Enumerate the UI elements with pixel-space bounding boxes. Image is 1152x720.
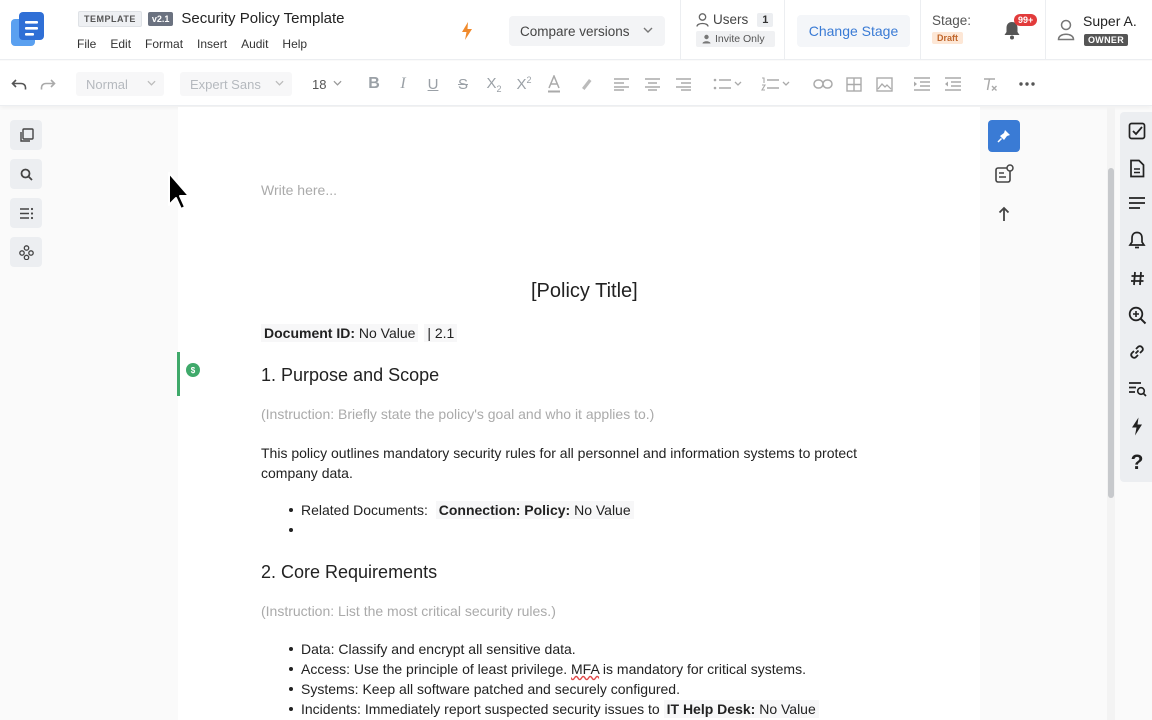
it-help-desk-value: No Value (759, 701, 816, 717)
user-name: Super A. (1083, 13, 1137, 29)
copy-pages-icon (19, 128, 34, 143)
align-right-icon (675, 77, 692, 91)
underline-button[interactable] (423, 73, 443, 95)
mouse-pointer-icon (166, 171, 192, 213)
italic-button[interactable] (393, 73, 413, 95)
bolt-outline-icon (1131, 417, 1143, 436)
insert-image-button[interactable] (874, 73, 894, 95)
align-center-icon (644, 77, 661, 91)
align-left-icon (613, 77, 630, 91)
bell-outline-icon (1128, 231, 1146, 250)
section-1-instruction[interactable]: (Instruction: Briefly state the policy's goal and who it applies to.) (261, 406, 655, 422)
header-divider (920, 0, 921, 60)
bullet-list-icon (713, 77, 743, 91)
right-sidebar (1120, 112, 1152, 482)
redo-button[interactable] (38, 73, 58, 95)
image-icon (876, 77, 893, 92)
more-options-button[interactable] (1016, 73, 1038, 95)
chevron-down-icon (333, 79, 342, 87)
numbered-list-dropdown[interactable] (756, 73, 796, 95)
user-role-badge: OWNER (1084, 34, 1128, 46)
invite-only-label: Invite Only (715, 33, 765, 45)
font-family-value: Expert Sans (190, 76, 261, 92)
links-button[interactable] (1124, 339, 1150, 365)
link-chain-icon (1128, 343, 1146, 361)
incidents-text: Incidents: Immediately report suspected security issues to (301, 701, 664, 717)
connection-policy-field[interactable] (436, 501, 634, 519)
align-right-button[interactable] (672, 73, 694, 95)
it-help-desk-field[interactable] (664, 700, 819, 718)
clear-formatting-button[interactable] (980, 73, 1000, 95)
insert-link-button[interactable] (812, 73, 834, 95)
floating-tools (984, 114, 1024, 230)
compare-versions-label: Compare versions (520, 23, 630, 39)
it-help-desk-label: IT Help Desk: (666, 701, 756, 717)
user-icon (696, 13, 709, 27)
template-tag: TEMPLATE (78, 11, 142, 27)
menu-edit[interactable]: Edit (110, 37, 132, 51)
connection-policy-label: Connection: Policy: (438, 502, 571, 518)
search-list-icon (1128, 381, 1147, 397)
outline-list-icon (19, 207, 34, 220)
font-size-value: 18 (312, 76, 327, 92)
italic-icon: I (400, 75, 406, 92)
spellcheck-word[interactable]: MFA (571, 661, 600, 677)
zoom-in-button[interactable] (1124, 302, 1150, 328)
table-icon (846, 77, 862, 92)
hashtag-icon (1130, 271, 1145, 286)
font-family-select[interactable] (180, 72, 292, 96)
undo-icon (11, 77, 27, 91)
add-comment-button[interactable] (988, 158, 1020, 190)
header-placeholder[interactable]: Write here... (261, 182, 337, 198)
invite-only-badge[interactable] (696, 31, 775, 47)
user-small-icon (702, 34, 711, 44)
scrollbar-thumb[interactable] (1108, 168, 1114, 498)
access-text-end: is mandatory for critical systems. (599, 661, 806, 677)
redo-icon (40, 77, 56, 91)
checkbox-icon (1128, 122, 1146, 140)
outdent-button[interactable] (942, 73, 964, 95)
users-row[interactable] (696, 12, 775, 27)
paragraph-style-select[interactable] (76, 72, 164, 96)
align-center-button[interactable] (641, 73, 663, 95)
chevron-down-icon (147, 79, 156, 87)
stage-value-badge: Draft (932, 32, 963, 44)
underline-icon: U (427, 75, 439, 93)
document-id-line[interactable] (261, 323, 457, 343)
header-divider (1045, 0, 1046, 60)
automation-button[interactable] (1124, 413, 1150, 439)
app-logo[interactable] (11, 12, 45, 48)
menu-bar (77, 37, 307, 51)
section-2-heading[interactable]: 2. Core Requirements (261, 562, 438, 582)
arrow-up-icon (998, 206, 1010, 222)
document-id-label: Document ID: (264, 325, 355, 341)
section-1-paragraph-line: This policy outlines mandatory security rules for all personnel and information systems to protect (261, 445, 858, 461)
list-item[interactable] (287, 659, 907, 679)
stage-indicator (932, 13, 971, 46)
menu-insert[interactable]: Insert (197, 37, 228, 51)
users-widget[interactable] (696, 12, 775, 47)
zoom-in-icon (1128, 306, 1147, 325)
document-id-value: No Value (358, 325, 416, 341)
tags-button[interactable] (1124, 265, 1150, 291)
header-divider (680, 0, 681, 60)
text-color-button[interactable] (544, 73, 564, 95)
header-divider (784, 0, 785, 60)
formatting-toolbar (0, 61, 1152, 106)
list-item[interactable]: Data: Classify and encrypt all sensitive data. (287, 639, 907, 659)
access-text: Access: Use the principle of least privilege. (301, 661, 572, 677)
pages-panel-button[interactable] (10, 120, 42, 150)
clear-format-icon (982, 77, 998, 91)
indent-button[interactable] (911, 73, 933, 95)
notifications-badge: 99+ (1014, 14, 1037, 26)
list-item[interactable] (287, 699, 907, 719)
stage-label: Stage: (932, 13, 972, 28)
note-settings-icon (994, 164, 1014, 184)
section-1-heading[interactable]: 1. Purpose and Scope (261, 365, 440, 385)
menu-format[interactable]: Format (145, 37, 184, 51)
tasks-button[interactable] (1124, 118, 1150, 144)
strikethrough-button[interactable] (453, 73, 473, 95)
bold-icon: B (368, 75, 380, 92)
link-icon (813, 78, 833, 90)
undo-button[interactable] (9, 73, 29, 95)
superscript-button[interactable] (512, 73, 536, 95)
connection-policy-value: No Value (574, 502, 631, 518)
section-1-paragraph[interactable] (261, 443, 857, 483)
integrations-panel-button[interactable] (10, 237, 42, 267)
scroll-to-top-button[interactable] (988, 198, 1020, 230)
align-left-button[interactable] (610, 73, 632, 95)
quick-action-button[interactable] (454, 18, 480, 44)
bolt-icon (461, 22, 473, 40)
users-count-badge: 1 (757, 13, 773, 27)
indent-icon (913, 77, 931, 91)
font-size-select[interactable] (302, 72, 350, 96)
numbered-list-icon (761, 77, 791, 91)
lines-icon (1128, 196, 1146, 210)
text-color-icon (547, 75, 561, 93)
document-version-ref: | 2.1 (424, 324, 457, 342)
superscript-icon: $X^2$ (516, 75, 532, 93)
subscript-button[interactable] (482, 73, 506, 95)
paragraph-style-value: Normal (86, 76, 128, 92)
section-1-paragraph-line: company data. (261, 465, 353, 481)
header-bar (0, 0, 1152, 60)
search-icon (20, 168, 33, 181)
menu-file[interactable]: File (77, 37, 97, 51)
chevron-down-icon (643, 26, 653, 34)
section-2-instruction[interactable]: (Instruction: List the most critical security rules.) (261, 603, 556, 619)
policy-title[interactable]: [Policy Title] (531, 280, 638, 302)
nodes-icon (19, 245, 34, 260)
question-icon: ? (1130, 451, 1144, 474)
highlighter-icon (579, 77, 593, 91)
list-item[interactable]: Systems: Keep all software patched and securely configured. (287, 679, 907, 699)
bullet-list-dropdown[interactable] (708, 73, 748, 95)
find-in-document-button[interactable] (1124, 376, 1150, 402)
compare-versions-dropdown[interactable] (509, 16, 665, 46)
pin-icon (997, 129, 1011, 143)
subscript-icon: $X_2$ (486, 74, 502, 94)
comment-marker-icon[interactable]: $ (186, 363, 200, 377)
document-icon (1129, 159, 1145, 178)
users-label: Users (713, 12, 749, 27)
bold-button[interactable] (364, 73, 384, 95)
chevron-down-icon (275, 79, 284, 87)
document-title[interactable]: Security Policy Template (181, 10, 345, 27)
menu-audit[interactable]: Audit (241, 37, 269, 51)
core-requirements-list[interactable] (287, 639, 907, 719)
avatar-icon (1057, 19, 1075, 41)
change-stage-button[interactable]: Change Stage (797, 15, 910, 47)
search-panel-button[interactable] (10, 159, 42, 189)
outdent-icon (944, 77, 962, 91)
list-item-empty[interactable] (287, 520, 887, 540)
list-item[interactable] (287, 500, 887, 520)
change-marker-bar (177, 352, 180, 396)
insert-table-button[interactable] (844, 73, 864, 95)
title-row (78, 10, 345, 27)
outline-panel-button[interactable] (10, 198, 42, 228)
related-documents-label: Related Documents: (301, 502, 428, 518)
text-lines-button[interactable] (1124, 190, 1150, 216)
version-badge: v2.1 (148, 12, 174, 26)
alerts-button[interactable] (1124, 227, 1150, 253)
more-horizontal-icon (1019, 82, 1035, 86)
highlight-button[interactable] (576, 73, 596, 95)
help-button[interactable] (1124, 450, 1150, 476)
pin-note-button[interactable] (988, 120, 1020, 152)
menu-help[interactable]: Help (282, 37, 308, 51)
document-info-button[interactable] (1124, 155, 1150, 181)
strikethrough-icon: S (457, 75, 468, 93)
related-documents-list[interactable] (287, 500, 887, 540)
